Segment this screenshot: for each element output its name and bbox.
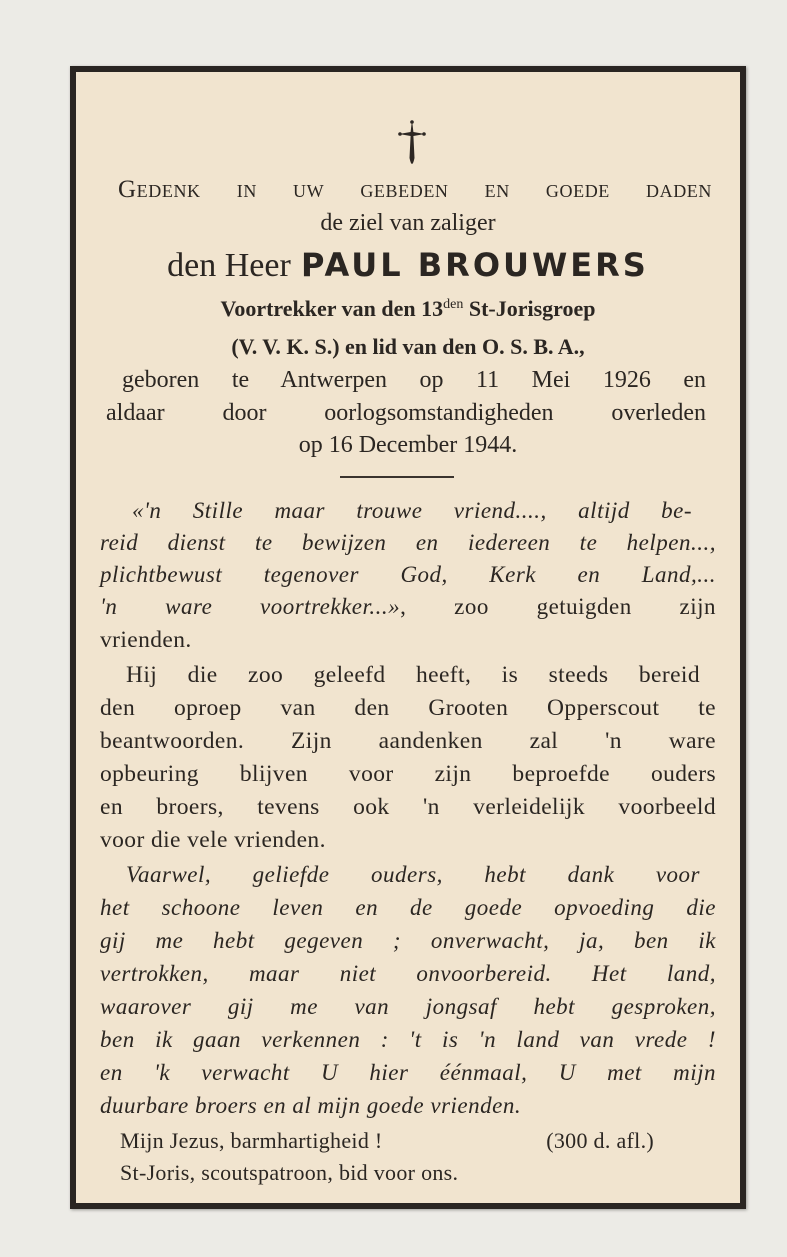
header-line-8: op 16 December 1944.	[298, 432, 518, 458]
p2-line-3: beantwoorden. Zijn aandenken zal 'n ware	[100, 728, 716, 754]
name-prefix: den Heer	[167, 247, 291, 284]
indulgence-note: (300 d. afl.)	[546, 1128, 654, 1153]
p3-line-8: duurbare broers en al mijn goede vrienden.	[100, 1093, 522, 1118]
header-line-4	[100, 296, 716, 322]
troop-text-end: St-Jorisgroep	[463, 296, 596, 321]
p1-tail: , zoo getuigden zijn	[400, 594, 716, 619]
p3-line-1: Vaarwel, geliefde ouders, hebt dank voor	[126, 862, 700, 887]
deceased-name: PAUL BROUWERS	[300, 246, 649, 284]
header-line-1: Gedenk in uw gebeden en goede daden	[118, 176, 712, 203]
p2-line-2: den oproep van den Grooten Opperscout te	[100, 695, 716, 721]
p2-line-1: Hij die zoo geleefd heeft, is steeds bereid	[126, 662, 700, 688]
p3-line-7: en 'k verwacht U hier éénmaal, U met mijn	[100, 1060, 716, 1085]
header-line-6: geboren te Antwerpen op 11 Mei 1926 en	[122, 367, 706, 393]
prayer-line-1	[120, 1128, 710, 1154]
troop-sup: den	[443, 297, 464, 312]
p2-line-6: voor die vele vrienden.	[100, 827, 326, 853]
troop-text: Voortrekker van den 13	[220, 296, 444, 321]
p1-line-1: «'n Stille maar trouwe vriend...., altijd be-	[132, 498, 692, 523]
p1-line-4	[100, 594, 716, 620]
prayer-jesus: Mijn Jezus, barmhartigheid !	[120, 1128, 383, 1153]
p2-line-4: opbeuring blijven voor zijn beproefde ouders	[100, 761, 716, 787]
p3-line-6: ben ik gaan verkennen : 't is 'n land van vrede !	[100, 1027, 716, 1052]
header-line-7: aldaar door oorlogsomstandigheden overleden	[106, 400, 706, 426]
p3-line-5: waarover gij me van jongsaf hebt gesproken,	[100, 994, 716, 1019]
p1-line-3: plichtbewust tegenover God, Kerk en Land,...	[100, 562, 716, 587]
p3-line-2: het schoone leven en de goede opvoeding die	[100, 895, 716, 920]
memorial-card	[70, 66, 746, 1209]
p2-line-5: en broers, tevens ook 'n verleidelijk voorbeeld	[100, 794, 716, 820]
deceased-name-line	[100, 246, 716, 285]
header-line-5: (V. V. K. S.) en lid van den O. S. B. A.,	[231, 334, 585, 359]
card-content	[76, 72, 740, 1203]
cross-icon	[397, 118, 427, 170]
p3-line-3: gij me hebt gegeven ; onverwacht, ja, ben ik	[100, 928, 716, 953]
p1-line-2: reid dienst te bewijzen en iedereen te helpen...,	[100, 530, 716, 555]
p1-quote-end: 'n ware voortrekker...»	[100, 594, 401, 619]
prayer-line-2: St-Joris, scoutspatroon, bid voor ons.	[120, 1160, 459, 1185]
p3-line-4: vertrokken, maar niet onvoorbereid. Het land,	[100, 961, 716, 986]
divider	[340, 476, 454, 478]
header-line-2: de ziel van zaliger	[320, 210, 496, 236]
p1-line-5: vrienden.	[100, 627, 192, 653]
